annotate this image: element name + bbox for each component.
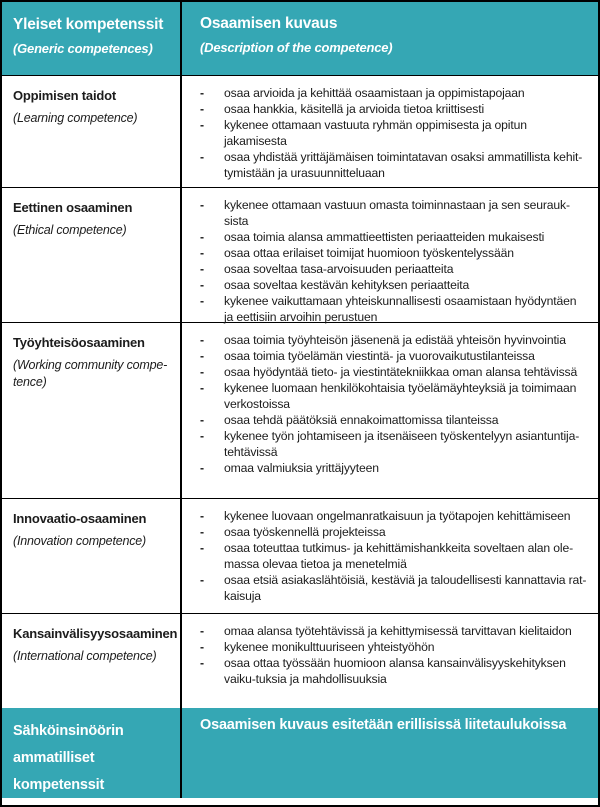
bullet-text: osaa toimia alansa ammattieettisten periaatteiden mukaisesti <box>224 230 545 244</box>
bullet-dash-icon: - <box>200 278 204 292</box>
competence-name-english: (Working community compe-tence) <box>13 358 168 389</box>
competence-description-cell <box>182 499 598 613</box>
bullet-item <box>200 508 590 524</box>
bullet-dash-icon: - <box>200 429 204 443</box>
bullet-item <box>200 572 590 604</box>
bullet-dash-icon: - <box>200 509 204 523</box>
bullet-dash-icon: - <box>200 413 204 427</box>
bullet-item <box>200 623 590 639</box>
bullet-dash-icon: - <box>200 640 204 654</box>
competence-row <box>2 76 598 188</box>
competence-name-english: (Learning competence) <box>13 111 138 125</box>
bullet-item <box>200 293 590 325</box>
bullet-item <box>200 364 590 380</box>
bullet-text: kykenee monikulttuuriseen yhteistyöhön <box>224 640 435 654</box>
competence-name-english: (International competence) <box>13 649 157 663</box>
bullet-text: osaa yhdistää yrittäjämäisen toimintatavan osaksi ammatillista kehit-tymistään ja urasuunnitteluaan <box>224 150 583 180</box>
bullet-text: osaa arvioida ja kehittää osaamistaan ja oppimistapojaan <box>224 86 525 100</box>
competence-name-finnish: Eettinen osaaminen <box>13 200 133 215</box>
footer-professional-competences-label: Sähköinsinöörin ammatilliset kompetenssit <box>2 708 182 798</box>
bullet-dash-icon: - <box>200 525 204 539</box>
bullet-item <box>200 332 590 348</box>
bullet-text: omaa valmiuksia yrittäjyyteen <box>224 461 379 475</box>
bullet-item <box>200 117 590 149</box>
footer-description-note: Osaamisen kuvaus esitetään erillisissä liitetaulukoissa <box>182 708 598 798</box>
bullet-text: kykenee ottamaan vastuuta ryhmän oppimisesta ja opitun jakamisesta <box>224 118 527 148</box>
bullet-dash-icon: - <box>200 86 204 100</box>
bullet-dash-icon: - <box>200 573 204 587</box>
competence-row <box>2 499 598 614</box>
bullet-text: osaa ottaa erilaiset toimijat huomioon työskentelyssään <box>224 246 514 260</box>
bullet-dash-icon: - <box>200 541 204 555</box>
bullet-text: osaa hankkia, käsitellä ja arvioida tietoa kriittisesti <box>224 102 485 116</box>
table-body <box>2 76 598 708</box>
bullet-dash-icon: - <box>200 656 204 670</box>
competence-row <box>2 614 598 708</box>
bullet-text: osaa tehdä päätöksiä ennakoimattomissa tilanteissa <box>224 413 499 427</box>
bullet-item <box>200 229 590 245</box>
bullet-dash-icon: - <box>200 102 204 116</box>
header-left-subtitle: (Generic competences) <box>13 41 153 56</box>
bullet-dash-icon: - <box>200 624 204 638</box>
competence-label-cell <box>2 188 182 322</box>
table-footer-row <box>2 708 598 798</box>
bullet-text: osaa työskennellä projekteissa <box>224 525 386 539</box>
bullet-item <box>200 245 590 261</box>
bullet-text: kykenee luomaan henkilökohtaisia työelämäyhteyksiä ja toimimaan verkostoissa <box>224 381 577 411</box>
bullet-text: omaa alansa työtehtävissä ja kehittymisessä tarvittavan kielitaidon <box>224 624 572 638</box>
bullet-item <box>200 524 590 540</box>
bullet-text: osaa etsiä asiakaslähtöisiä, kestäviä ja taloudellisesti kannattavia rat-kaisuja <box>224 573 587 603</box>
bullet-dash-icon: - <box>200 230 204 244</box>
competence-label-cell <box>2 499 182 613</box>
bullet-dash-icon: - <box>200 365 204 379</box>
bullet-dash-icon: - <box>200 349 204 363</box>
bullet-list <box>200 197 590 325</box>
bullet-dash-icon: - <box>200 118 204 132</box>
competence-label-cell <box>2 76 182 187</box>
competence-name-english: (Innovation competence) <box>13 534 146 548</box>
bullet-item <box>200 85 590 101</box>
bullet-item <box>200 348 590 364</box>
bullet-text: osaa toteuttaa tutkimus- ja kehittämishankkeita soveltaen alan ole-massa olevaa tietoa ja menetelmiä <box>224 541 574 571</box>
bullet-item <box>200 460 590 476</box>
bullet-text: osaa hyödyntää tieto- ja viestintätekniikkaa oman alansa tehtävissä <box>224 365 578 379</box>
bullet-text: osaa toimia työelämän viestintä- ja vuorovaikutustilanteissa <box>224 349 535 363</box>
bullet-dash-icon: - <box>200 461 204 475</box>
bullet-text: osaa toimia työyhteisön jäsenenä ja edistää yhteisön hyvinvointia <box>224 333 566 347</box>
bullet-text: kykenee työn johtamiseen ja itsenäiseen työskentelyyn asiantuntija-tehtävissä <box>224 429 580 459</box>
bullet-text: osaa ottaa työssään huomioon alansa kansainvälisyyskehityksen vaiku-tuksia ja mahdollisuuksia <box>224 656 566 686</box>
bullet-list <box>200 85 590 181</box>
header-right-subtitle: (Description of the competence) <box>200 40 393 55</box>
bullet-list <box>200 332 590 476</box>
bullet-dash-icon: - <box>200 262 204 276</box>
competence-description-cell <box>182 323 598 498</box>
table-header-row <box>2 2 598 76</box>
header-right-title: Osaamisen kuvaus <box>200 15 338 32</box>
bullet-dash-icon: - <box>200 150 204 164</box>
competence-label-cell <box>2 323 182 498</box>
bullet-item <box>200 655 590 687</box>
bullet-dash-icon: - <box>200 198 204 212</box>
competence-description-cell <box>182 614 598 708</box>
bullet-text: osaa soveltaa tasa-arvoisuuden periaatteita <box>224 262 454 276</box>
header-cell-generic-competences <box>2 2 182 75</box>
bullet-item <box>200 277 590 293</box>
bullet-item <box>200 149 590 181</box>
bullet-item <box>200 540 590 572</box>
competence-name-finnish: Oppimisen taidot <box>13 88 116 103</box>
competence-name-english: (Ethical competence) <box>13 223 127 237</box>
competence-label-cell <box>2 614 182 708</box>
competence-name-finnish: Innovaatio-osaaminen <box>13 511 147 526</box>
bullet-text: kykenee luovaan ongelmanratkaisuun ja työtapojen kehittämiseen <box>224 509 571 523</box>
bullet-dash-icon: - <box>200 333 204 347</box>
bullet-item <box>200 261 590 277</box>
competence-row <box>2 188 598 323</box>
bullet-item <box>200 197 590 229</box>
competence-name-finnish: Työyhteisöosaaminen <box>13 335 145 350</box>
bullet-item <box>200 428 590 460</box>
bullet-dash-icon: - <box>200 246 204 260</box>
bullet-text: osaa soveltaa kestävän kehityksen periaatteita <box>224 278 470 292</box>
bullet-list <box>200 508 590 604</box>
header-cell-description <box>182 2 598 75</box>
bullet-dash-icon: - <box>200 381 204 395</box>
bullet-item <box>200 412 590 428</box>
bullet-list <box>200 623 590 687</box>
competence-row <box>2 323 598 499</box>
bullet-text: kykenee vaikuttamaan yhteiskunnallisesti osaamistaan hyödyntäen ja eettisiin arvoihin perustuen <box>224 294 577 324</box>
bullet-dash-icon: - <box>200 294 204 308</box>
competence-name-finnish: Kansainvälisyysosaaminen <box>13 626 178 641</box>
bullet-item <box>200 101 590 117</box>
bullet-text: kykenee ottamaan vastuun omasta toiminnastaan ja sen seurauk-sista <box>224 198 570 228</box>
header-left-title: Yleiset kompetenssit <box>13 16 164 33</box>
bullet-item <box>200 380 590 412</box>
competence-description-cell <box>182 188 598 322</box>
bullet-item <box>200 639 590 655</box>
competence-description-cell <box>182 76 598 187</box>
